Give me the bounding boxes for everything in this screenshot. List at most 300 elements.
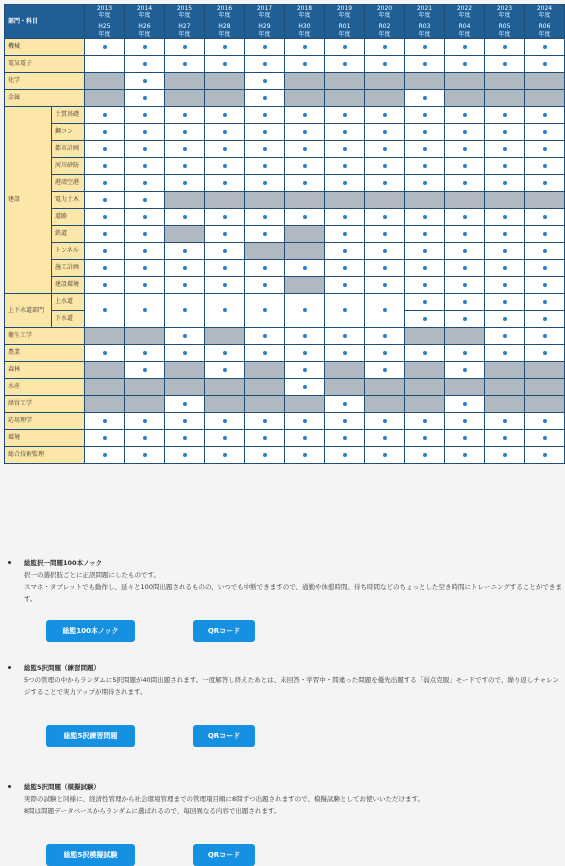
year-cell [445, 293, 485, 310]
year-cell [85, 157, 125, 174]
year-cell [405, 174, 445, 191]
dept-label: 総合技術監理 [5, 446, 85, 463]
dot-icon [303, 419, 307, 423]
dot-icon [263, 308, 267, 312]
year-cell [525, 259, 565, 276]
dot-icon [223, 283, 227, 287]
dot-icon [143, 368, 147, 372]
year-cell [85, 208, 125, 225]
subject-label: 施工計画 [51, 259, 84, 276]
dot-icon [223, 368, 227, 372]
dot-icon [183, 113, 187, 117]
year-cell [205, 378, 245, 395]
year-cell [525, 276, 565, 293]
dot-icon [183, 215, 187, 219]
year-cell [245, 157, 285, 174]
year-cell [85, 72, 125, 89]
dot-icon [183, 436, 187, 440]
year-cell [285, 412, 325, 429]
dot-icon [183, 181, 187, 185]
dot-icon [383, 308, 387, 312]
year-cell [85, 429, 125, 446]
year-cell [405, 140, 445, 157]
dot-icon [143, 351, 147, 355]
year-cell [125, 259, 165, 276]
dot-icon [343, 249, 347, 253]
year-cell [445, 191, 485, 208]
dot-icon [343, 402, 347, 406]
year-cell [405, 242, 445, 259]
year-cell [405, 412, 445, 429]
dot-icon [543, 300, 547, 304]
table-row [5, 259, 565, 276]
dot-icon [303, 62, 307, 66]
year-cell [85, 412, 125, 429]
year-cell [285, 89, 325, 106]
dot-icon [383, 334, 387, 338]
dot-icon [463, 266, 467, 270]
dot-icon [543, 45, 547, 49]
year-cell [165, 38, 205, 55]
year-cell [365, 378, 405, 395]
year-header-2018: 2018 年度 H30 年度 [285, 5, 325, 39]
year-cell [165, 191, 205, 208]
year-cell [525, 123, 565, 140]
year-cell [245, 72, 285, 89]
year-cell [445, 55, 485, 72]
year-cell [445, 38, 485, 55]
year-cell [165, 106, 205, 123]
qr-code-button[interactable]: QRコード [193, 844, 255, 866]
year-cell [165, 89, 205, 106]
dot-icon [543, 147, 547, 151]
year-header-2020: 2020 年度 R02 年度 [365, 5, 405, 39]
dot-icon [183, 283, 187, 287]
subject-label: 都市計画 [51, 140, 84, 157]
year-cell [405, 276, 445, 293]
dot-icon [103, 351, 107, 355]
year-cell [405, 327, 445, 344]
table-row [5, 89, 565, 106]
year-cell [445, 140, 485, 157]
year-cell [285, 395, 325, 412]
year-cell [285, 259, 325, 276]
year-cell [285, 293, 325, 327]
dot-icon [463, 453, 467, 457]
dot-icon [383, 453, 387, 457]
year-cell [85, 395, 125, 412]
year-cell [445, 72, 485, 89]
dot-icon [383, 113, 387, 117]
year-cell [285, 191, 325, 208]
dot-icon [343, 283, 347, 287]
dot-icon [383, 419, 387, 423]
start-button[interactable]: 総監5択模擬試験 [46, 844, 135, 866]
table-row [5, 446, 565, 463]
year-cell [525, 361, 565, 378]
year-cell [285, 242, 325, 259]
year-cell [485, 395, 525, 412]
dot-icon [263, 436, 267, 440]
dot-icon [343, 351, 347, 355]
dot-icon [143, 62, 147, 66]
dept-label: 電気電子 [5, 55, 85, 72]
year-cell [365, 140, 405, 157]
year-cell [525, 225, 565, 242]
year-cell [85, 378, 125, 395]
year-cell [485, 140, 525, 157]
year-cell [365, 259, 405, 276]
dot-icon [383, 181, 387, 185]
year-cell [525, 55, 565, 72]
year-cell [245, 55, 285, 72]
year-cell [445, 310, 485, 327]
year-cell [485, 344, 525, 361]
dot-icon [263, 351, 267, 355]
dot-icon [263, 164, 267, 168]
dot-icon [263, 453, 267, 457]
table-row [5, 361, 565, 378]
subject-label: 鉄道 [51, 225, 84, 242]
year-cell [325, 259, 365, 276]
year-cell [125, 361, 165, 378]
dot-icon [343, 266, 347, 270]
year-cell [245, 446, 285, 463]
dot-icon [463, 300, 467, 304]
year-cell [325, 242, 365, 259]
year-cell [165, 395, 205, 412]
year-cell [405, 378, 445, 395]
table-row [5, 412, 565, 429]
dot-icon [263, 266, 267, 270]
year-cell [205, 446, 245, 463]
year-cell [525, 174, 565, 191]
year-cell [205, 344, 245, 361]
year-cell [245, 174, 285, 191]
table-row [5, 395, 565, 412]
year-cell [85, 446, 125, 463]
dot-icon [143, 96, 147, 100]
year-cell [125, 293, 165, 327]
year-cell [85, 293, 125, 327]
table-row [5, 242, 565, 259]
dot-icon [343, 181, 347, 185]
dot-icon [143, 198, 147, 202]
year-cell [525, 191, 565, 208]
dot-icon [423, 96, 427, 100]
dot-icon [503, 181, 507, 185]
year-cell [365, 395, 405, 412]
year-cell [125, 55, 165, 72]
year-cell [365, 89, 405, 106]
dot-icon [303, 181, 307, 185]
dot-icon [503, 436, 507, 440]
year-cell [325, 72, 365, 89]
dot-icon [303, 164, 307, 168]
dot-icon [463, 351, 467, 355]
year-cell [445, 225, 485, 242]
subject-label: 建設環境 [51, 276, 84, 293]
year-cell [325, 123, 365, 140]
dot-icon [103, 419, 107, 423]
dot-icon [103, 215, 107, 219]
year-cell [205, 225, 245, 242]
year-cell [285, 276, 325, 293]
dot-icon [183, 62, 187, 66]
year-cell [485, 259, 525, 276]
dot-icon [343, 62, 347, 66]
section-desc: 5つの管理の中からランダムに5択問題が40問出題されます。一度解答し終えたあとは、未回答・学習中・間違った問題を優先出題する「弱点克服」モードですので、繰り返しチャレンジすることで実力アップが期待されます。 [24, 676, 560, 696]
dot-icon [423, 130, 427, 134]
year-cell [285, 361, 325, 378]
dept-label: 経営工学 [5, 395, 85, 412]
dot-icon [503, 283, 507, 287]
year-cell [245, 225, 285, 242]
qr-code-button[interactable]: QRコード [193, 620, 255, 642]
table-row [5, 174, 565, 191]
year-cell [485, 378, 525, 395]
year-cell [485, 276, 525, 293]
subject-label: 下水道 [51, 310, 84, 327]
year-cell [245, 140, 285, 157]
year-cell [485, 361, 525, 378]
bullet-icon [8, 666, 11, 669]
dot-icon [423, 62, 427, 66]
dept-label: 金属 [5, 89, 85, 106]
dot-icon [463, 436, 467, 440]
year-cell [365, 242, 405, 259]
dot-icon [423, 351, 427, 355]
year-cell [325, 429, 365, 446]
dot-icon [503, 45, 507, 49]
year-cell [205, 293, 245, 327]
year-cell [525, 395, 565, 412]
dot-icon [183, 164, 187, 168]
year-cell [485, 242, 525, 259]
dot-icon [463, 249, 467, 253]
table-row [5, 378, 565, 395]
qr-code-button[interactable]: QRコード [193, 725, 255, 747]
dot-icon [343, 147, 347, 151]
dot-icon [263, 215, 267, 219]
subject-label: 鋼コン [51, 123, 84, 140]
dot-icon [423, 249, 427, 253]
year-cell [85, 327, 125, 344]
year-cell [205, 89, 245, 106]
dot-icon [503, 419, 507, 423]
dot-icon [223, 147, 227, 151]
year-cell [165, 276, 205, 293]
dot-icon [343, 113, 347, 117]
dot-icon [303, 113, 307, 117]
dot-icon [143, 232, 147, 236]
year-cell [285, 123, 325, 140]
dot-icon [383, 436, 387, 440]
year-cell [325, 225, 365, 242]
year-cell [245, 395, 285, 412]
dept-label: 森林 [5, 361, 85, 378]
year-cell [165, 123, 205, 140]
year-cell [125, 395, 165, 412]
year-header-2024: 2024 年度 R06 年度 [525, 5, 565, 39]
year-cell [205, 276, 245, 293]
year-cell [365, 208, 405, 225]
dot-icon [543, 62, 547, 66]
dot-icon [423, 317, 427, 321]
dot-icon [223, 436, 227, 440]
year-cell [245, 38, 285, 55]
year-cell [205, 123, 245, 140]
dot-icon [383, 215, 387, 219]
dot-icon [383, 249, 387, 253]
year-cell [85, 225, 125, 242]
year-cell [485, 174, 525, 191]
year-cell [125, 225, 165, 242]
year-cell [165, 242, 205, 259]
year-cell [85, 259, 125, 276]
dot-icon [263, 283, 267, 287]
year-cell [245, 344, 285, 361]
start-button[interactable]: 総監5択練習問題 [46, 725, 135, 747]
dot-icon [343, 334, 347, 338]
year-cell [85, 140, 125, 157]
year-cell [245, 259, 285, 276]
year-header-2019: 2019 年度 R01 年度 [325, 5, 365, 39]
dot-icon [223, 351, 227, 355]
dot-icon [343, 130, 347, 134]
year-cell [205, 259, 245, 276]
dot-icon [383, 147, 387, 151]
year-cell [245, 89, 285, 106]
year-cell [445, 123, 485, 140]
dot-icon [143, 113, 147, 117]
year-cell [325, 140, 365, 157]
dot-icon [143, 164, 147, 168]
year-cell [365, 72, 405, 89]
dot-icon [103, 436, 107, 440]
dot-icon [463, 62, 467, 66]
subject-label: 道路 [51, 208, 84, 225]
dot-icon [503, 164, 507, 168]
table-row [5, 106, 565, 123]
year-cell [485, 327, 525, 344]
year-cell [165, 293, 205, 327]
dept-label: 水産 [5, 378, 85, 395]
year-cell [165, 344, 205, 361]
dot-icon [383, 283, 387, 287]
section-title: 総監5択問題（練習問題） [24, 664, 101, 672]
dot-icon [543, 266, 547, 270]
dot-icon [103, 232, 107, 236]
year-cell [245, 412, 285, 429]
dept-label: 上下水道部門 [5, 293, 52, 327]
year-cell [325, 344, 365, 361]
year-cell [445, 89, 485, 106]
bullet-icon [8, 785, 11, 788]
year-header-2022: 2022 年度 R04 年度 [445, 5, 485, 39]
year-cell [285, 344, 325, 361]
dot-icon [143, 453, 147, 457]
year-cell [85, 106, 125, 123]
dept-label: 衛生工学 [5, 327, 85, 344]
year-cell [285, 55, 325, 72]
dot-icon [543, 249, 547, 253]
year-cell [525, 242, 565, 259]
dot-icon [423, 232, 427, 236]
dot-icon [463, 181, 467, 185]
year-header-2023: 2023 年度 R05 年度 [485, 5, 525, 39]
dot-icon [543, 436, 547, 440]
dot-icon [463, 402, 467, 406]
dot-icon [143, 266, 147, 270]
dot-icon [383, 62, 387, 66]
subject-label: 電力土木 [51, 191, 84, 208]
year-cell [85, 191, 125, 208]
year-cell [365, 123, 405, 140]
year-cell [325, 38, 365, 55]
dot-icon [383, 368, 387, 372]
year-cell [365, 55, 405, 72]
year-cell [525, 344, 565, 361]
year-cell [205, 55, 245, 72]
dot-icon [543, 232, 547, 236]
year-cell [445, 242, 485, 259]
year-cell [485, 293, 525, 310]
year-cell [445, 174, 485, 191]
dot-icon [223, 308, 227, 312]
dot-icon [543, 351, 547, 355]
dept-label: 機械 [5, 38, 85, 55]
dot-icon [543, 283, 547, 287]
dot-icon [463, 283, 467, 287]
dot-icon [143, 181, 147, 185]
year-cell [445, 157, 485, 174]
dot-icon [303, 147, 307, 151]
year-cell [165, 429, 205, 446]
dot-icon [463, 317, 467, 321]
year-cell [405, 123, 445, 140]
start-button[interactable]: 総監100本ノック [46, 620, 135, 642]
dot-icon [303, 266, 307, 270]
year-cell [245, 378, 285, 395]
dot-icon [103, 164, 107, 168]
year-cell [405, 208, 445, 225]
dot-icon [263, 130, 267, 134]
year-cell [325, 106, 365, 123]
dot-icon [143, 249, 147, 253]
year-cell [325, 157, 365, 174]
year-cell [325, 55, 365, 72]
year-cell [245, 106, 285, 123]
year-cell [165, 55, 205, 72]
year-cell [485, 446, 525, 463]
dot-icon [263, 113, 267, 117]
table-row [5, 38, 565, 55]
year-cell [85, 123, 125, 140]
year-cell [125, 157, 165, 174]
year-cell [445, 208, 485, 225]
dot-icon [103, 266, 107, 270]
year-cell [405, 89, 445, 106]
year-cell [525, 140, 565, 157]
dot-icon [423, 181, 427, 185]
dot-icon [143, 147, 147, 151]
year-cell [485, 310, 525, 327]
section-title: 総監5択問題（模擬試験） [24, 783, 101, 791]
dot-icon [423, 266, 427, 270]
dot-icon [303, 215, 307, 219]
dot-icon [503, 130, 507, 134]
